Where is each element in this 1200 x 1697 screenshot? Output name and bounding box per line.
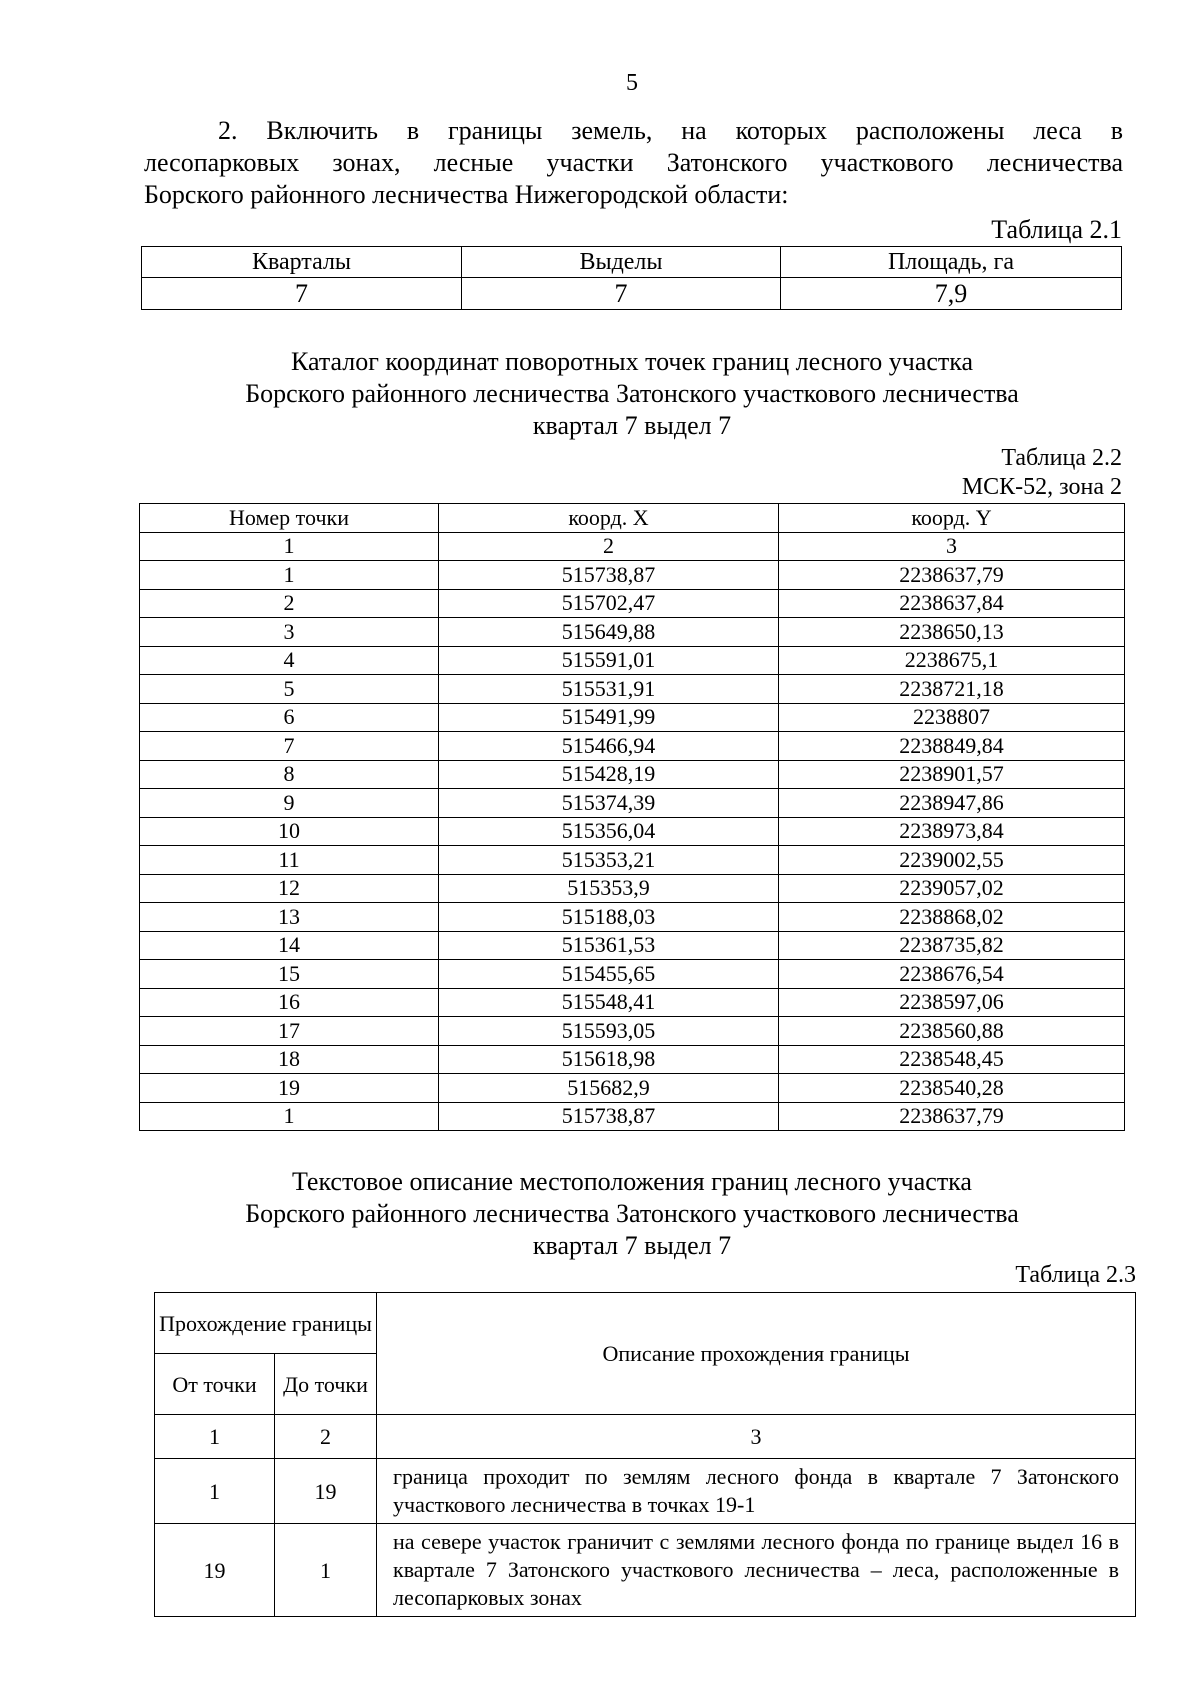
point-number-cell: 17 (140, 1017, 439, 1046)
coord-x-cell: 515593,05 (439, 1017, 779, 1046)
coord-y-cell: 2238637,79 (779, 561, 1125, 590)
coordinate-row (140, 732, 1125, 761)
boundary-description: на севере участок граничит с землями лесного фонда по границе выдел 16 в квартале 7 Затонского участкового лесничества – леса, расположенные в лесопарковых зонах (377, 1524, 1136, 1617)
table-2-3-column-number: 1 (155, 1415, 275, 1459)
boundary-from-point: 1 (155, 1459, 275, 1524)
coord-x-cell: 515353,9 (439, 874, 779, 903)
table-2-2-header: коорд. X (439, 504, 779, 533)
coord-y-cell: 2238675,1 (779, 646, 1125, 675)
coord-x-cell: 515531,91 (439, 675, 779, 704)
table-2-3 (154, 1292, 1136, 1617)
boundary-from-point: 19 (155, 1524, 275, 1617)
coord-y-cell: 2239002,55 (779, 846, 1125, 875)
coord-x-cell: 515428,19 (439, 760, 779, 789)
coordinate-row (140, 874, 1125, 903)
table-2-1-header: Выделы (462, 247, 781, 278)
coordinate-rows (140, 561, 1125, 1131)
coord-y-cell: 2238637,79 (779, 1102, 1125, 1131)
coord-x-cell: 515618,98 (439, 1045, 779, 1074)
coord-y-cell: 2239057,02 (779, 874, 1125, 903)
coord-y-cell: 2238548,45 (779, 1045, 1125, 1074)
coord-y-cell: 2238901,57 (779, 760, 1125, 789)
point-number-cell: 1 (140, 561, 439, 590)
coord-x-cell: 515649,88 (439, 618, 779, 647)
point-number-cell: 13 (140, 903, 439, 932)
point-number-cell: 2 (140, 589, 439, 618)
point-number-cell: 16 (140, 988, 439, 1017)
coordinate-row (140, 703, 1125, 732)
coordinate-system-label: МСК-52, зона 2 (961, 474, 1122, 500)
from-point-header: От точки (155, 1354, 275, 1415)
point-number-cell: 19 (140, 1074, 439, 1103)
coordinate-row (140, 988, 1125, 1017)
point-number-cell: 18 (140, 1045, 439, 1074)
table-2-2-header: коорд. Y (779, 504, 1125, 533)
point-number-cell: 9 (140, 789, 439, 818)
coord-y-cell: 2238597,06 (779, 988, 1125, 1017)
coord-y-cell: 2238721,18 (779, 675, 1125, 704)
coord-y-cell: 2238650,13 (779, 618, 1125, 647)
table-2-1 (141, 246, 1122, 310)
coord-y-cell: 2238947,86 (779, 789, 1125, 818)
coordinate-row (140, 618, 1125, 647)
coord-y-cell: 2238973,84 (779, 817, 1125, 846)
boundary-description: граница проходит по землям лесного фонда в квартале 7 Затонского участкового лесничества в точках 19-1 (377, 1459, 1136, 1524)
coord-x-cell: 515738,87 (439, 561, 779, 590)
point-number-cell: 7 (140, 732, 439, 761)
passage-header: Прохождение границы (155, 1293, 377, 1354)
coordinate-row (140, 960, 1125, 989)
table-2-1-header: Площадь, га (781, 247, 1122, 278)
table-2-2-caption: Таблица 2.2 (1001, 445, 1122, 471)
coord-x-cell: 515455,65 (439, 960, 779, 989)
coordinate-row (140, 760, 1125, 789)
table-2-2 (139, 503, 1125, 1131)
point-number-cell: 6 (140, 703, 439, 732)
boundary-to-point: 19 (275, 1459, 377, 1524)
coordinate-row (140, 817, 1125, 846)
coordinate-row (140, 1017, 1125, 1046)
point-number-cell: 8 (140, 760, 439, 789)
coord-x-cell: 515591,01 (439, 646, 779, 675)
table-2-3-caption: Таблица 2.3 (1015, 1262, 1136, 1288)
table-2-2-column-number: 3 (779, 532, 1125, 561)
page-number: 5 (626, 70, 638, 96)
table-2-1-cell: 7,9 (781, 278, 1122, 310)
coord-x-cell: 515548,41 (439, 988, 779, 1017)
point-number-cell: 1 (140, 1102, 439, 1131)
table-2-3-column-number: 3 (377, 1415, 1136, 1459)
coord-x-cell: 515374,39 (439, 789, 779, 818)
description-heading-3: квартал 7 выдел 7 (532, 1231, 732, 1260)
description-heading-2: Борского районного лесничества Затонского участкового лесничества (245, 1199, 1019, 1228)
table-2-1-cell: 7 (462, 278, 781, 310)
coordinate-row (140, 846, 1125, 875)
coordinate-row (140, 646, 1125, 675)
intro-line-3: Борского районного лесничества Нижегородской области: (144, 180, 789, 209)
point-number-cell: 15 (140, 960, 439, 989)
coordinate-row (140, 1102, 1125, 1131)
coord-y-cell: 2238560,88 (779, 1017, 1125, 1046)
to-point-header: До точки (275, 1354, 377, 1415)
point-number-cell: 12 (140, 874, 439, 903)
catalog-heading-3: квартал 7 выдел 7 (532, 411, 732, 440)
coordinate-row (140, 1045, 1125, 1074)
point-number-cell: 11 (140, 846, 439, 875)
intro-line-2: лесопарковых зонах, лесные участки Затонского участкового лесничества (144, 148, 1123, 177)
coord-y-cell: 2238676,54 (779, 960, 1125, 989)
table-2-1-header: Кварталы (142, 247, 462, 278)
coord-x-cell: 515702,47 (439, 589, 779, 618)
coordinate-row (140, 675, 1125, 704)
coordinate-row (140, 589, 1125, 618)
coord-y-cell: 2238807 (779, 703, 1125, 732)
coord-x-cell: 515491,99 (439, 703, 779, 732)
coord-x-cell: 515361,53 (439, 931, 779, 960)
boundary-to-point: 1 (275, 1524, 377, 1617)
coordinate-row (140, 931, 1125, 960)
table-2-2-header: Номер точки (140, 504, 439, 533)
point-number-cell: 4 (140, 646, 439, 675)
coord-x-cell: 515738,87 (439, 1102, 779, 1131)
coord-y-cell: 2238735,82 (779, 931, 1125, 960)
intro-line-1: 2. Включить в границы земель, на которых расположены леса в (218, 116, 1123, 145)
coord-y-cell: 2238637,84 (779, 589, 1125, 618)
coord-y-cell: 2238868,02 (779, 903, 1125, 932)
coord-x-cell: 515353,21 (439, 846, 779, 875)
point-number-cell: 14 (140, 931, 439, 960)
point-number-cell: 5 (140, 675, 439, 704)
coord-x-cell: 515682,9 (439, 1074, 779, 1103)
point-number-cell: 3 (140, 618, 439, 647)
coordinate-row (140, 1074, 1125, 1103)
coord-y-cell: 2238849,84 (779, 732, 1125, 761)
description-heading-1: Текстовое описание местоположения границ лесного участка (292, 1167, 972, 1196)
table-2-1-cell: 7 (142, 278, 462, 310)
intro-paragraph (144, 115, 1123, 211)
description-header: Описание прохождения границы (377, 1293, 1136, 1415)
table-2-2-column-number: 1 (140, 532, 439, 561)
coordinate-row (140, 561, 1125, 590)
point-number-cell: 10 (140, 817, 439, 846)
coord-x-cell: 515188,03 (439, 903, 779, 932)
catalog-heading-2: Борского районного лесничества Затонского участкового лесничества (245, 379, 1019, 408)
coord-x-cell: 515356,04 (439, 817, 779, 846)
coord-x-cell: 515466,94 (439, 732, 779, 761)
coord-y-cell: 2238540,28 (779, 1074, 1125, 1103)
coordinate-row (140, 903, 1125, 932)
table-2-1-caption: Таблица 2.1 (991, 215, 1122, 244)
catalog-heading-1: Каталог координат поворотных точек границ лесного участка (290, 347, 974, 376)
table-2-3-column-number: 2 (275, 1415, 377, 1459)
table-2-2-column-number: 2 (439, 532, 779, 561)
coordinate-row (140, 789, 1125, 818)
